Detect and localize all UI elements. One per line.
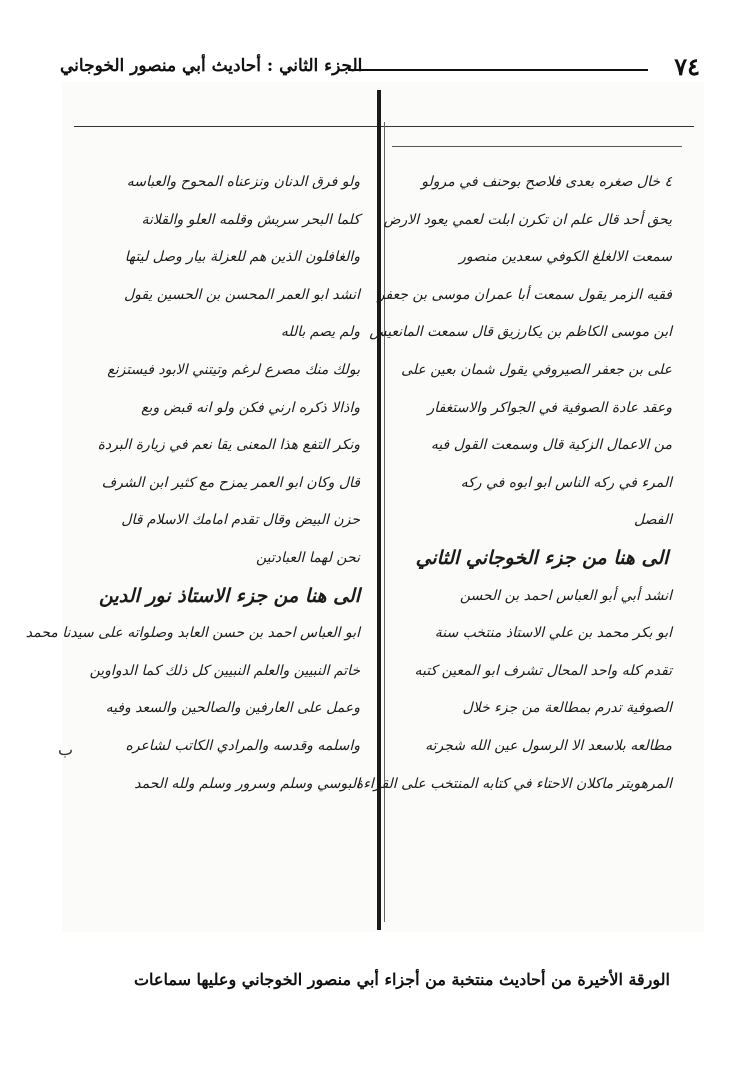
manuscript-line: وعقد عادة الصوفية في الجواكر والاستغفار	[427, 399, 672, 416]
manuscript-line: تقدم كله واحد المحال تشرف ابو المعين كتبه	[414, 662, 672, 679]
manuscript-line: وعمل على العارفين والصالحين والسعد وفيه	[105, 700, 360, 717]
manuscript-right-column	[355, 164, 672, 803]
manuscript-left-column	[25, 164, 360, 803]
manuscript-heading: الى هنا من جزء الاستاذ نور الدين	[98, 584, 360, 607]
manuscript-line: ٤ خال صغره بعدى فلاصح بوحنف في مرولو	[421, 174, 672, 190]
manuscript-line: ونكر التفع هذا المعنى يقا نعم في زيارة البردة	[97, 437, 360, 454]
manuscript-line: بولك منك مصرع لرغم وتيتني الابود فيستزنع	[107, 361, 360, 378]
manuscript-line: ولم يصم بالله	[280, 324, 360, 341]
page-number: ٧٤	[674, 52, 700, 81]
manuscript-line: على بن جعفر الصيروفي يقول شمان بعين على	[401, 361, 672, 378]
manuscript-line: قال وكان ابو العمر يمزح مع كثير ابن الشرف	[101, 474, 360, 491]
manuscript-line: سمعت الالغلغ الكوفي سعدين منصور	[459, 249, 672, 266]
figure-caption: الورقة الأخيرة من أحاديث منتخبة من أجزاء أبي منصور الخوجاني وعليها سماعات	[133, 970, 670, 989]
manuscript-line: نحن لهما العبادتين	[256, 549, 360, 566]
top-rule-secondary	[392, 146, 682, 147]
manuscript-line: واذالا ذكره ارني فكن ولو انه قبض وبع	[141, 399, 360, 416]
manuscript-facsimile	[25, 82, 704, 932]
manuscript-line: واسلمه وقدسه والمرادي الكاتب لشاعره	[125, 737, 360, 754]
manuscript-heading: الى هنا من جزء الخوجاني الثاني	[415, 546, 669, 569]
page-header	[60, 52, 700, 86]
manuscript-line: الفصل	[634, 512, 672, 529]
manuscript-line: انشد أبي أبو العباس احمد بن الحسن	[459, 587, 672, 604]
column-divider	[377, 90, 381, 930]
manuscript-line: ابو العباس احمد بن حسن العابد وصلواته على سيدنا محمد	[25, 625, 360, 642]
manuscript-line: ابو بكر محمد بن علي الاستاذ منتخب سنة	[434, 625, 672, 642]
manuscript-line: يحق أحد قال علم ان تكرن ابلت لعمي يعود الارض	[383, 211, 672, 228]
manuscript-line: انشد ابو العمر المحسن بن الحسين يقول	[123, 286, 360, 303]
manuscript-line: كلما البحر سريش وقلمه العلو والقلانة	[141, 211, 360, 228]
manuscript-line: البوسي وسلم وسرور وسلم ولله الحمد	[134, 775, 360, 792]
manuscript-line: من الاعمال الزكية قال وسمعت القول فيه	[430, 437, 672, 454]
header-rule	[348, 69, 648, 71]
manuscript-line: فقيه الزمر يقول سمعت أبا عمران موسى بن جعفر	[377, 286, 672, 303]
manuscript-line: المرهويتر ماكلان الاحتاء في كتابه المنتخب على القراءة	[355, 775, 672, 792]
manuscript-line: ولو فرق الدنان ونزعناه المحوح والعباسه	[126, 174, 360, 190]
manuscript-line: حزن البيض وقال تقدم امامك الاسلام قال	[121, 512, 360, 529]
running-title: الجزء الثاني : أحاديث أبي منصور الخوجاني	[60, 56, 363, 76]
margin-mark: ب	[58, 740, 74, 759]
manuscript-line: ابن موسى الكاظم بن يكارزيق قال سمعت المانعيس	[369, 324, 672, 341]
manuscript-line: والغافلون الذين هم للعزلة بيار وصل ليتها	[124, 249, 360, 266]
manuscript-line: خاتم النبيين والعلم النبيين كل ذلك كما الدواوين	[89, 662, 360, 679]
manuscript-line: مطالعه بلاسعد الا الرسول عين الله شجرته	[425, 737, 672, 754]
manuscript-line: الصوفية تدرم بمطالعة من جزء خلال	[462, 700, 672, 717]
manuscript-line: المرء في ركه الناس ابو ابوه في ركه	[460, 474, 672, 491]
